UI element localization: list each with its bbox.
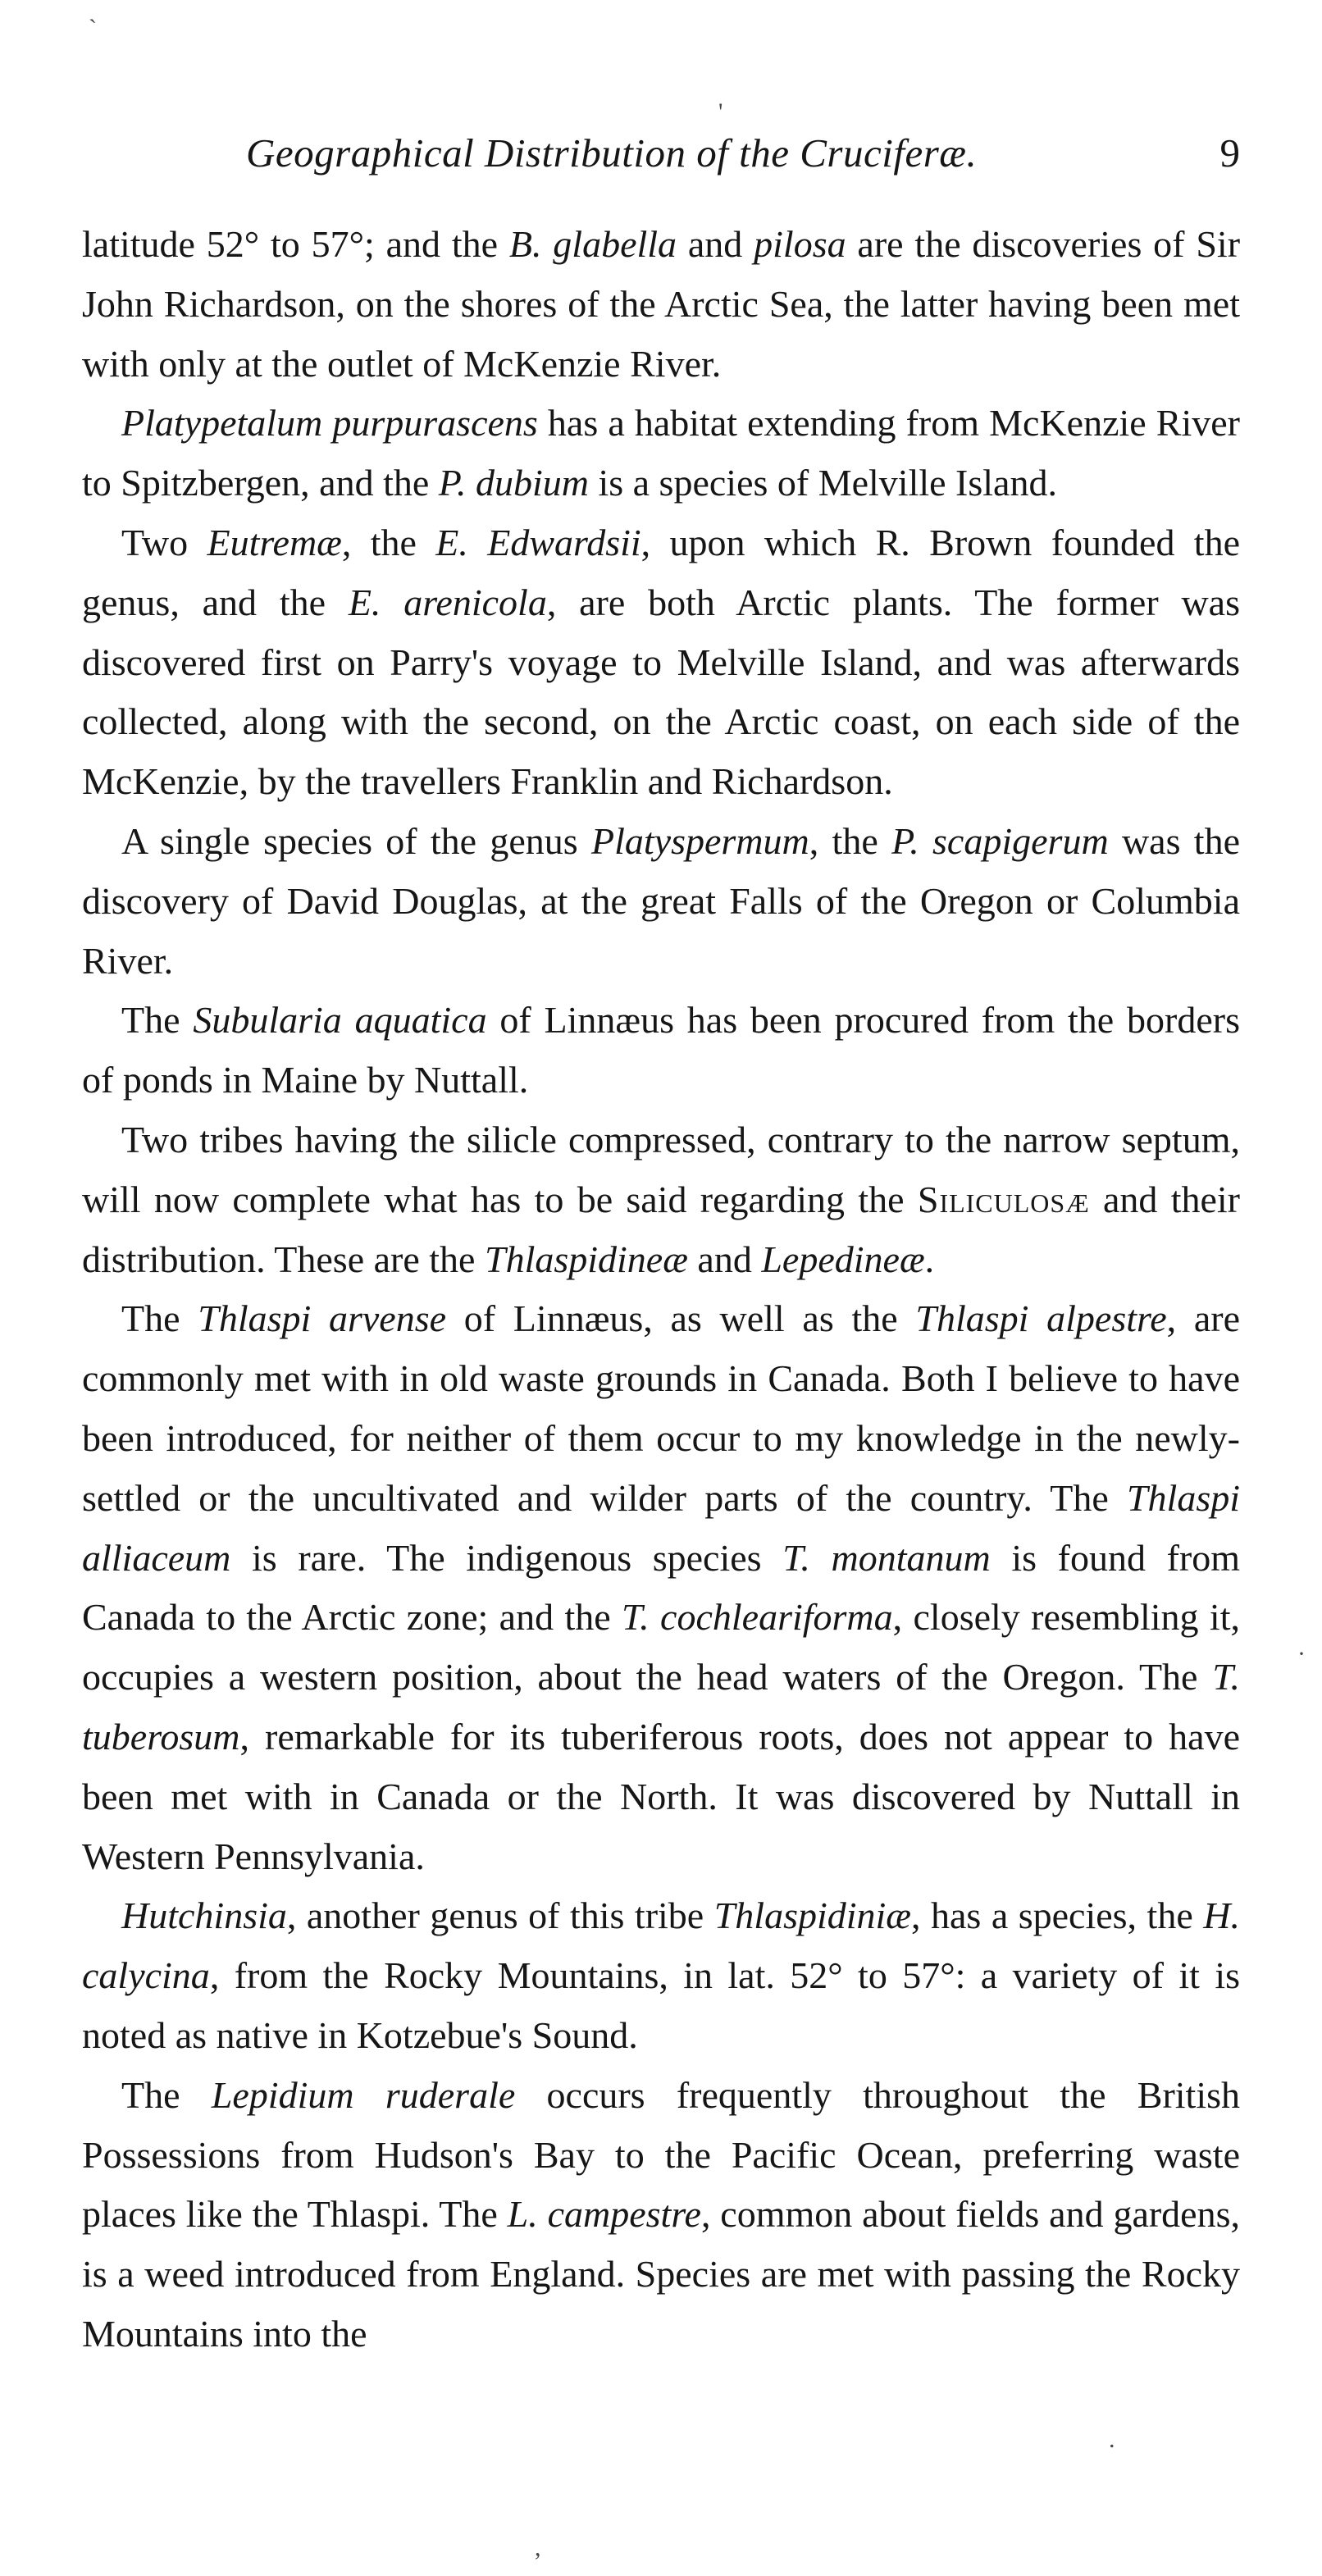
italic-name: Platypetalum purpurascens: [121, 402, 538, 445]
paragraph: [82, 2066, 1240, 2364]
italic-name: Thlaspi alliaceum: [82, 1476, 1240, 1579]
text-run: Two: [121, 521, 207, 563]
italic-name: Subularia aquatica: [193, 999, 487, 1042]
text-run: .: [924, 1238, 935, 1280]
page-number: 9: [1219, 130, 1240, 176]
italic-name: E. arenicola: [348, 581, 547, 623]
italic-name: Thlaspidiniæ: [713, 1894, 911, 1937]
text-run: The: [121, 1297, 198, 1340]
italic-name: Thlaspi alpestre: [915, 1297, 1167, 1340]
italic-name: T. cochleariforma: [622, 1596, 893, 1639]
paragraph: [82, 215, 1240, 394]
text-run: is found from Canada to the Arctic zone; and the: [82, 1536, 1240, 1639]
italic-name: Thlaspidineæ: [484, 1238, 688, 1280]
paragraph: [82, 394, 1240, 513]
text-run: , the: [809, 819, 892, 862]
scan-speck: ·: [1297, 1640, 1306, 1667]
text-run: , remarkable for its tuberiferous roots, does not appear to have been met with in Canada or the North. It was discovered by Nuttall in Western Pennsylvania.: [82, 1715, 1240, 1877]
text-run: occurs frequently throughout the British Possessions from Hudson's Bay to the Pacific Ocean, preferring waste places like the Thlaspi. The: [82, 2073, 1241, 2236]
scan-speck: .: [1109, 2426, 1115, 2453]
text-run: is rare. The indigenous species: [230, 1536, 783, 1579]
text-run: , from the Rocky Mountains, in lat. 52° to 57°: a variety of it is noted as native in Kotzebue's Sound.: [82, 1954, 1240, 2056]
italic-name: Lepedineæ: [761, 1238, 925, 1280]
text-run: of Linnæus, as well as the: [446, 1297, 916, 1340]
text-run: , has a species, the: [911, 1894, 1204, 1937]
page-header: [82, 123, 1240, 189]
italic-name: Platyspermum: [591, 819, 809, 862]
text-run: was the discovery of David Douglas, at the great Falls of the Oregon or Columbia River.: [82, 819, 1240, 982]
small-caps-term: Siliculosæ: [917, 1178, 1090, 1220]
italic-name: H. calycina: [82, 1894, 1240, 1997]
paragraph: [82, 1110, 1240, 1289]
paragraph: [82, 1886, 1240, 2065]
text-run: A single species of the genus: [121, 819, 592, 862]
italic-name: T. montanum: [782, 1536, 991, 1579]
scan-speck: ': [718, 98, 723, 125]
italic-name: T. tuberosum: [82, 1656, 1240, 1758]
text-run: and: [687, 1238, 762, 1280]
text-run: of Linnæus has been procured from the borders of ponds in Maine by Nuttall.: [82, 999, 1240, 1101]
text-run: The: [121, 999, 194, 1042]
italic-name: pilosa: [754, 223, 846, 265]
text-run: is a species of Melville Island.: [588, 462, 1057, 504]
italic-name: Thlaspi arvense: [198, 1297, 447, 1340]
text-run: and their distribution. These are the: [82, 1178, 1240, 1280]
text-run: , upon which R. Brown founded the genus, and the: [82, 521, 1241, 623]
body-text: [82, 215, 1240, 2364]
paragraph: [82, 812, 1240, 991]
paragraph: [82, 513, 1240, 812]
text-run: are the discoveries of Sir John Richardson, on the shores of the Arctic Sea, the latter having been met with only at the outlet of McKenzie River.: [82, 223, 1241, 385]
italic-name: L. campestre: [507, 2193, 701, 2236]
text-run: , are both Arctic plants. The former was discovered first on Parry's voyage to Melville Island, and was afterwards collected, along with the second, on the Arctic coast, on each side of the McKenzie, by the travellers Franklin and Richardson.: [82, 581, 1240, 803]
paragraph: [82, 1289, 1240, 1886]
italic-name: B. glabella: [508, 223, 677, 265]
italic-name: P. dubium: [438, 462, 589, 504]
text-run: has a habitat extending from McKenzie River to Spitzbergen, and the: [82, 402, 1240, 504]
italic-name: Hutchinsia: [121, 1894, 287, 1937]
text-run: and: [677, 223, 754, 265]
text-run: , the: [341, 521, 436, 563]
italic-name: E. Edwardsii: [435, 521, 641, 563]
scan-speck: ,: [535, 2534, 541, 2561]
text-run: latitude 52° to 57°; and the: [82, 223, 509, 265]
text-run: Two tribes having the silicle compressed, contrary to the narrow septum, will now complete what has to be said regarding the: [82, 1118, 1240, 1220]
italic-name: Eutremæ: [207, 521, 342, 563]
text-run: , another genus of this tribe: [286, 1894, 714, 1937]
text-run: , are commonly met with in old waste grounds in Canada. Both I believe to have been introduced, for neither of them occur to my knowledge in the newly-settled or the uncultivated and wilder parts of the country. The: [82, 1297, 1241, 1519]
italic-name: P. scapigerum: [891, 819, 1109, 862]
scan-speck: `: [89, 15, 97, 42]
text-run: , common about fields and gardens, is a weed introduced from England. Species are met with passing the Rocky Mountains into the: [82, 2193, 1240, 2355]
text-run: The: [121, 2073, 212, 2116]
paragraph: [82, 991, 1240, 1110]
italic-name: Lepidium ruderale: [211, 2073, 516, 2116]
text-run: , closely resembling it, occupies a western position, about the head waters of the Oregon. The: [82, 1596, 1240, 1698]
running-head: Geographical Distribution of the Cruciferæ.: [246, 130, 978, 176]
